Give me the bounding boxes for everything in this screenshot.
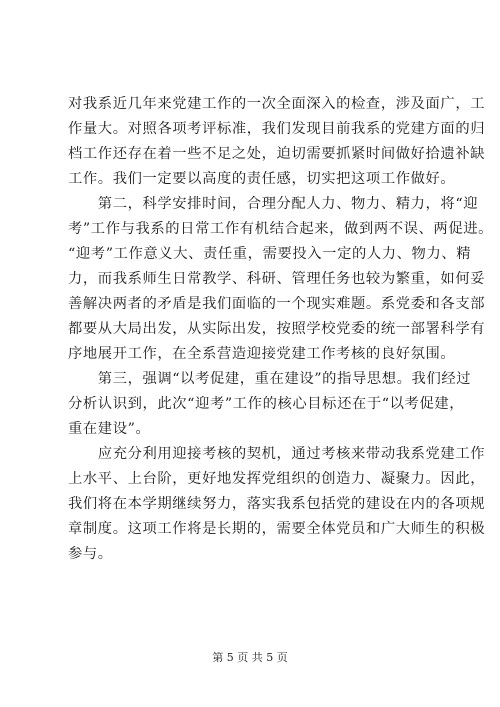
body-text-line: 章制度。这项工作将是长期的，需要全体党员和广大师生的积极: [68, 521, 486, 537]
body-text-line: 分析认识到，此次“迎考”工作的核心目标还在于“以考促建，: [68, 396, 465, 412]
body-text-line: 第三，强调“以考促建，重在建设”的指导思想。我们经过: [68, 371, 472, 387]
body-text-line: 考”工作与我系的日常工作有机结合起来，做到两不误、两促进。: [68, 221, 494, 237]
body-text-line: 序地展开工作，在全系营造迎接党建工作考核的良好氛围。: [68, 346, 456, 362]
page-number-footer: 第 5 页 共 5 页: [212, 651, 288, 664]
body-text-line: 善解决两者的矛盾是我们面临的一个现实难题。系党委和各支部: [68, 296, 486, 312]
body-text-line: 应充分利用迎接考核的契机，通过考核来带动我系党建工作: [68, 446, 486, 462]
body-text-line: 都要从大局出发，从实际出发，按照学校党委的统一部署科学有: [68, 321, 486, 337]
body-text-line: 重在建设”。: [68, 421, 151, 437]
body-text-line: 力，而我系师生日常教学、科研、管理任务也较为繁重，如何妥: [68, 271, 486, 287]
body-text-line: 参与。: [68, 546, 113, 562]
body-text-line: “迎考”工作意义大、责任重，需要投入一定的人力、物力、精: [68, 246, 472, 262]
body-text-line: 作量大。对照各项考评标准，我们发现目前我系的党建方面的归: [68, 121, 486, 137]
body-text-line: 我们将在本学期继续努力，落实我系包括党的建设在内的各项规: [68, 496, 486, 512]
body-text-line: 档工作还存在着一些不足之处，迫切需要抓紧时间做好拾遗补缺: [68, 146, 486, 162]
body-text-line: 第二，科学安排时间，合理分配人力、物力、精力，将“迎: [68, 196, 479, 212]
body-text-line: 工作。我们一定要以高度的责任感，切实把这项工作做好。: [68, 171, 456, 187]
body-text-line: 对我系近几年来党建工作的一次全面深入的检查，涉及面广，工: [68, 96, 486, 112]
body-text-line: 上水平、上台阶，更好地发挥党组织的创造力、凝聚力。因此，: [68, 471, 486, 487]
